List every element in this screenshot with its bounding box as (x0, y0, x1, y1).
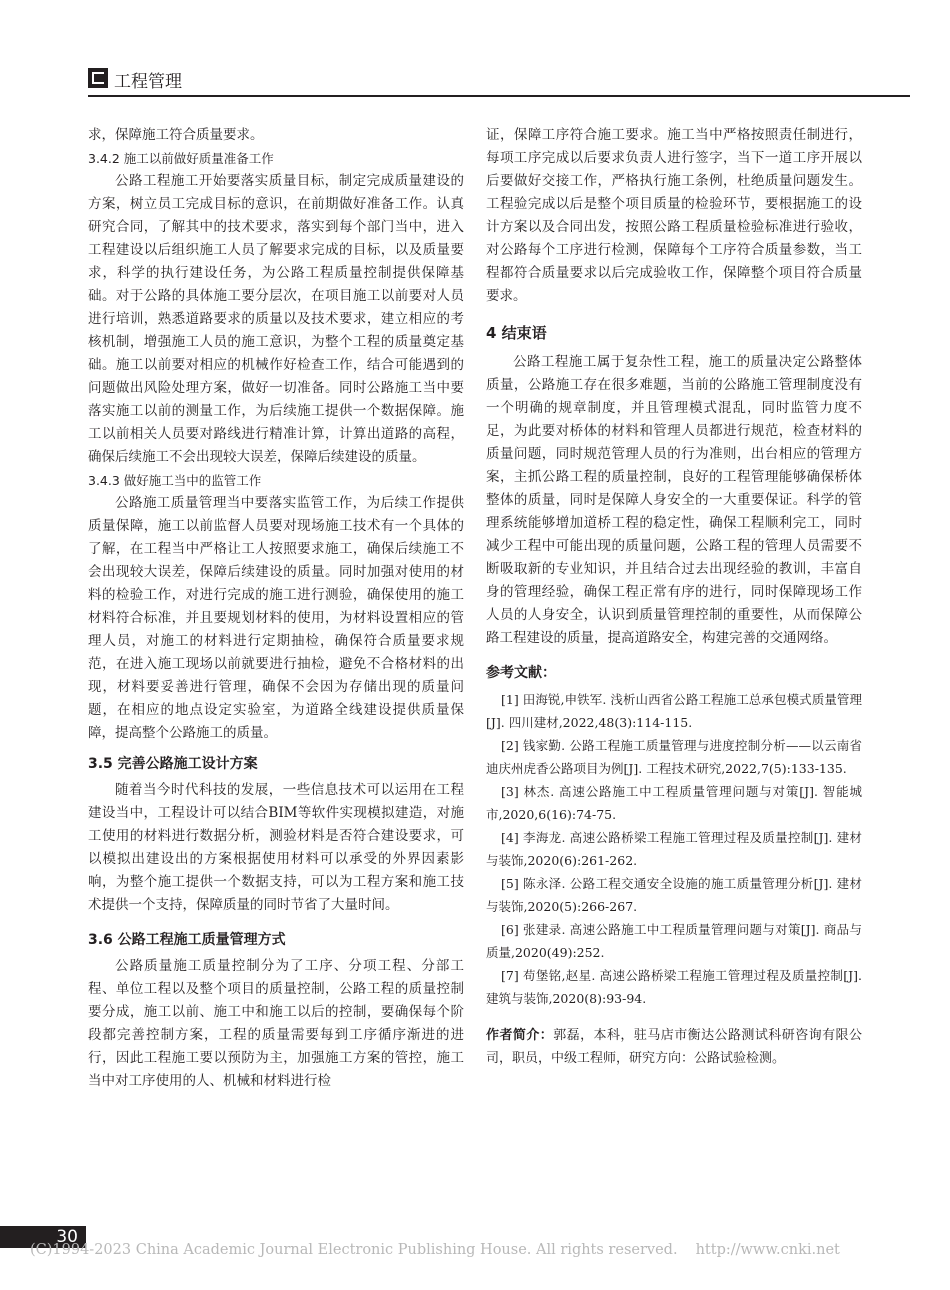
paragraph: 公路质量施工质量控制分为了工序、分项工程、分部工程、单位工程以及整个项目的质量控制，公路工程的质量控制要分成，施工以前、施工中和施工以后的控制，要确保每个阶段都完善控制方案，工程的质量需要每到工序循序渐进的进行，因此工程施工要以预防为主，加强施工方案的管控，施工当中对工序使用的人、机械和材料进行检 (88, 958, 464, 1089)
paragraph: 公路施工质量管理当中要落实监管工作，为后续工作提供质量保障，施工以前监督人员要对现场施工技术有一个具体的了解，在工程当中严格让工人按照要求施工，确保后续施工不会出现较大误差，保障后续建设的质量。同时加强对使用的材料的检验工作，对进行完成的施工进行测验，确保使用的施工材料符合标准，并且要规划材料的使用，为材料设置相应的管理人员，对施工的材料进行定期抽检，确保符合质量要求规范，在进入施工现场以前就要进行抽检，避免不合格材料的出现，材料要妥善进行管理，确保不会因为存储出现的质量问题，在相应的地点设定实验室，为道路全线建设提供质量保障，提高整个公路施工的质量。 (88, 495, 464, 741)
section-heading-4: 4 结束语 (486, 324, 547, 342)
reference-item: [7] 苟堡铭,赵星. 高速公路桥梁工程施工管理过程及质量控制[J]. 建筑与装饰,2020(8):93-94. (486, 968, 862, 1006)
page-number: 30 (0, 1226, 86, 1248)
section-heading-3-4-3: 3.4.3 做好施工当中的监管工作 (88, 473, 262, 488)
paragraph: 公路工程施工属于复杂性工程，施工的质量决定公路整体质量，公路施工存在很多难题，当前的公路施工管理制度没有一个明确的规章制度，并且管理模式混乱，同时监管力度不足，为此要对桥体的材料和管理人员都进行规范，检查材料的质量问题，同时规范管理人员的行为准则，出台相应的管理方案，主抓公路工程的质量控制，良好的工程管理能够确保桥体整体的质量，同时是保障人身安全的一大重要保证。科学的管理系统能够增加道桥工程的稳定性，确保工程顺利完工，同时减少工程中可能出现的质量问题，公路工程的管理人员需要不断吸取新的专业知识，并且结合过去出现经验的教训，丰富自身的管理经验，确保工程正常有序的进行，同时保障现场工作人员的人身安全，认识到质量管理控制的重要性，从而保障公路工程建设的质量，提高道路安全，构建完善的交通网络。 (486, 354, 862, 646)
section-heading-3-6: 3.6 公路工程施工质量管理方式 (88, 932, 286, 948)
left-column (88, 124, 464, 1093)
paragraph: 证，保障工序符合施工要求。施工当中严格按照责任制进行，每项工序完成以后要求负责人进行签字，当下一道工序开展以后要做好交接工作，严格执行施工条例，杜绝质量问题发生。工程验完成以后是整个项目质量的检验环节，要根据施工的设计方案以及合同出发，按照公路工程质量检验标准进行验收，对公路每个工序进行检测，保障每个工序符合质量参数，当工程都符合质量要求以后完成验收工作，保障整个项目符合质量要求。 (486, 127, 862, 304)
journal-logo-icon (88, 68, 108, 88)
reference-item: [5] 陈永泽. 公路工程交通安全设施的施工质量管理分析[J]. 建材与装饰,2020(5):266-267. (486, 876, 862, 914)
reference-list (486, 688, 862, 1010)
reference-item: [1] 田海锐,申铁军. 浅析山西省公路工程施工总承包模式质量管理[J]. 四川建材,2022,48(3):114-115. (486, 692, 862, 730)
header-rule (88, 95, 910, 97)
paragraph: 公路工程施工开始要落实质量目标，制定完成质量建设的方案，树立员工完成目标的意识，在前期做好准备工作。认真研究合同，了解其中的技术要求，落实到每个部门当中，进入工程建设以后组织施工人员了解要求完成的目标，以及质量要求，科学的执行建设任务，为公路工程质量控制提供保障基础。对于公路的具体施工要分层次，在项目施工以前要对人员进行培训，熟悉道路要求的质量以及技术要求，建立相应的考核机制，增强施工人员的施工意识，为整个工程的质量奠定基础。施工以前要对相应的机械作好检查工作，结合可能遇到的问题做出风险处理方案，做好一切准备。同时公路施工当中要落实施工以前的测量工作，为后续施工提供一个数据保障。施工以前相关人员要对路线进行精准计算，计算出道路的高程，确保后续施工不会出现较大误差，保障后续建设的质量。 (88, 173, 464, 465)
right-column (486, 124, 862, 1070)
journal-title: 工程管理 (114, 72, 182, 92)
copyright-notice (30, 1242, 840, 1258)
section-heading-3-5: 3.5 完善公路施工设计方案 (88, 756, 258, 772)
author-label: 作者简介： (486, 1028, 554, 1043)
reference-item: [4] 李海龙. 高速公路桥梁工程施工管理过程及质量控制[J]. 建材与装饰,2020(6):261-262. (486, 830, 862, 868)
page-header (88, 62, 910, 98)
author-text: 郭磊，本科，驻马店市衡达公路测试科研咨询有限公司，职员，中级工程师，研究方向：公路试验检测。 (486, 1028, 862, 1066)
section-heading-3-4-2: 3.4.2 施工以前做好质量准备工作 (88, 151, 274, 166)
paragraph: 求，保障施工符合质量要求。 (88, 127, 264, 143)
reference-item: [6] 张建录. 高速公路施工中工程质量管理问题与对策[J]. 商品与质量,2020(49):252. (486, 922, 862, 960)
copyright-text: (C)1994-2023 China Academic Journal Electronic Publishing House. All rights reserved. (30, 1242, 678, 1258)
reference-item: [2] 钱家勤. 公路工程施工质量管理与进度控制分析——以云南省迪庆州虎香公路项目为例[J]. 工程技术研究,2022,7(5):133-135. (486, 738, 862, 776)
cnki-url: http://www.cnki.net (695, 1242, 840, 1258)
references-title: 参考文献： (486, 665, 556, 681)
paragraph: 随着当今时代科技的发展，一些信息技术可以运用在工程建设当中，工程设计可以结合BIM等软件实现模拟建造，对施工使用的材料进行数据分析，测验材料是否符合建设要求，可以模拟出建设出的方案根据使用材料可以承受的外界因素影响，为整个施工提供一个数据支持，可以为工程方案和施工技术提供一个支持，保障质量的同时节省了大量时间。 (88, 782, 464, 913)
author-bio (486, 1024, 862, 1070)
reference-item: [3] 林杰. 高速公路施工中工程质量管理问题与对策[J]. 智能城市,2020,6(16):74-75. (486, 784, 862, 822)
